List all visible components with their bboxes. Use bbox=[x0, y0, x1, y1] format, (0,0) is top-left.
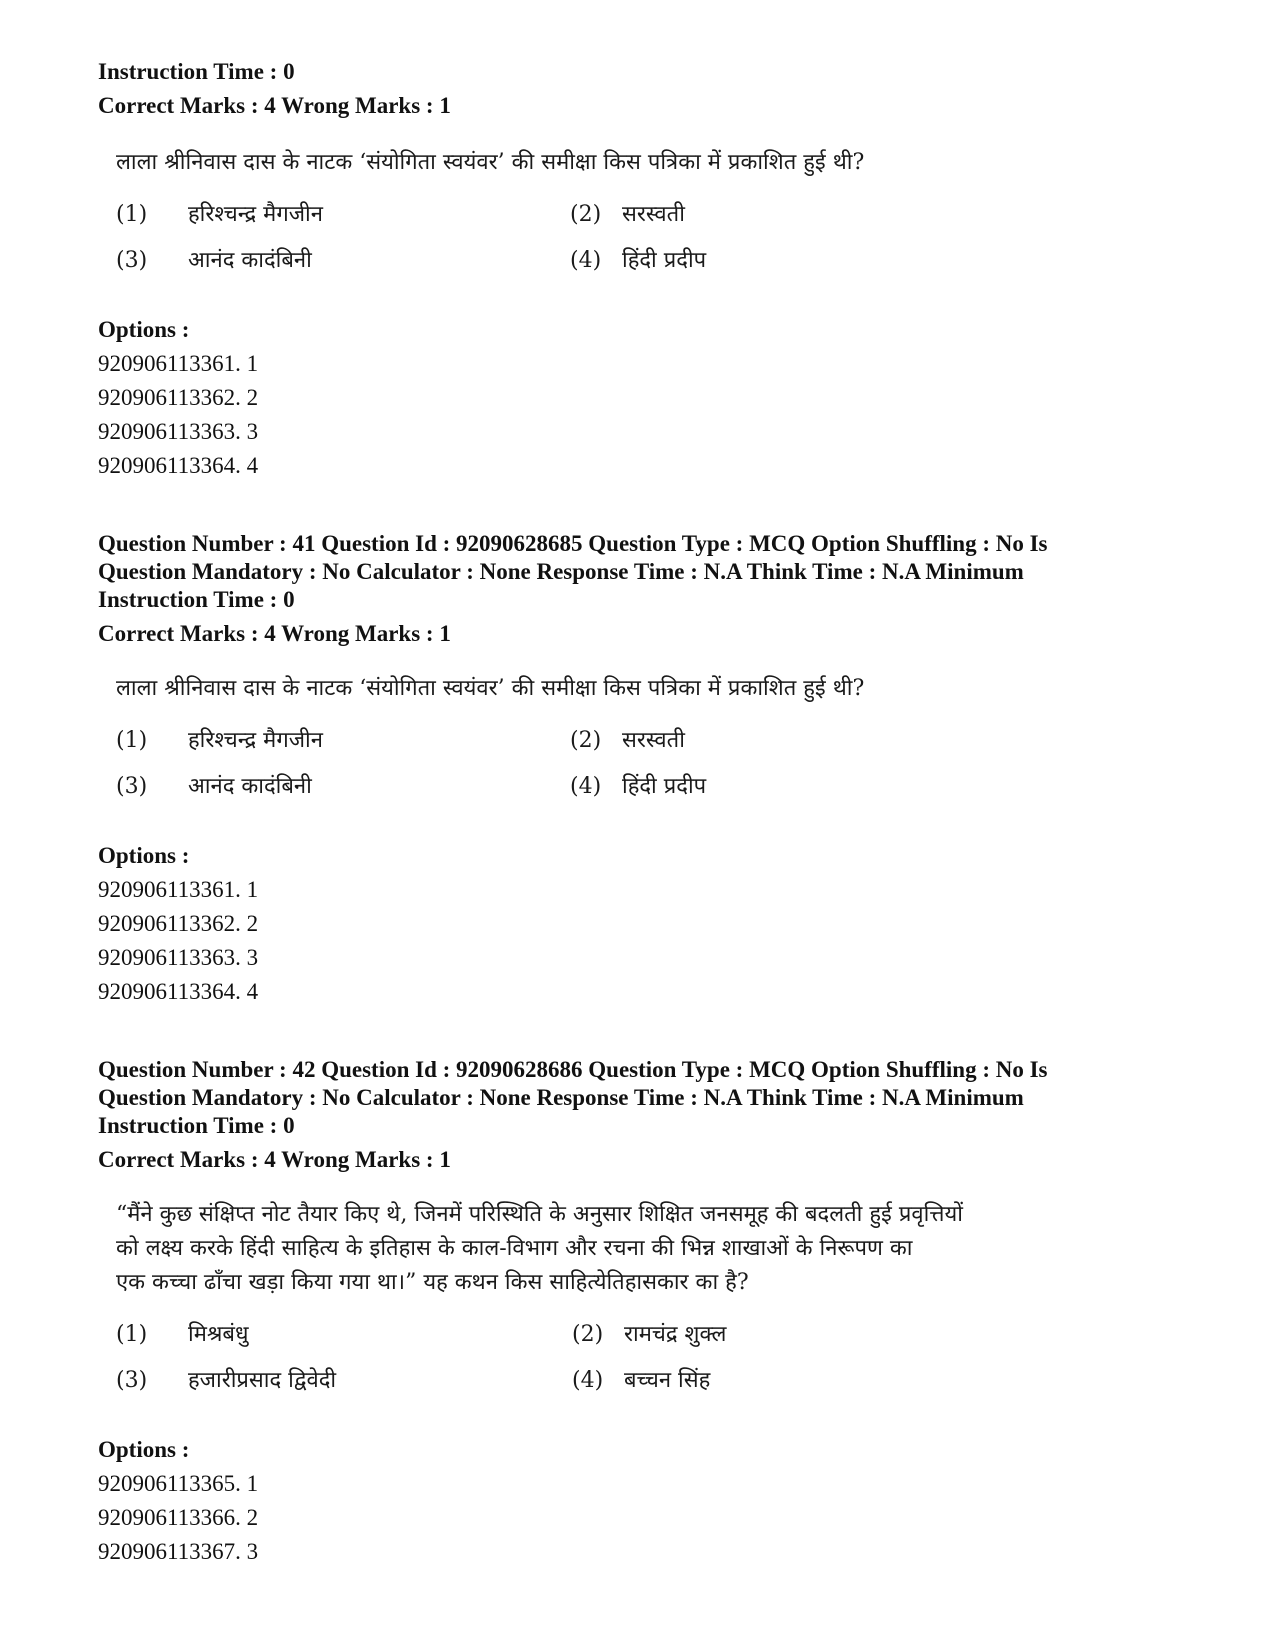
choice-text: आनंद कादंबिनी bbox=[188, 774, 312, 799]
question-text-line: “मैंने कुछ संक्षिप्त नोट तैयार किए थे, जिनमें परिस्थिति के अनुसार शिक्षित जनसमूह की बदलती हुई प्रवृत्तियों bbox=[116, 1202, 963, 1227]
question-text-line: एक कच्चा ढाँचा खड़ा किया गया था।” यह कथन किस साहित्येतिहासकार का है? bbox=[116, 1270, 749, 1295]
options-label: Options : bbox=[98, 317, 190, 342]
choice-text: आनंद कादंबिनी bbox=[188, 248, 312, 273]
question-text: लाला श्रीनिवास दास के नाटक ‘संयोगिता स्वयंवर’ की समीक्षा किस पत्रिका में प्रकाशित हुई थी? bbox=[116, 150, 865, 175]
option-row: 920906113365. 1 bbox=[98, 1471, 259, 1496]
option-row: 920906113362. 2 bbox=[98, 385, 259, 410]
choice-text: हजारीप्रसाद द्विवेदी bbox=[188, 1368, 337, 1393]
choice-text: हरिश्चन्द्र मैगजीन bbox=[188, 728, 323, 753]
choice-number: (3) bbox=[116, 248, 148, 273]
choice-number: (3) bbox=[116, 774, 148, 799]
option-row: 920906113367. 3 bbox=[98, 1539, 259, 1564]
choice-number: (1) bbox=[116, 728, 148, 753]
choice-4 bbox=[570, 772, 706, 802]
choice-3 bbox=[116, 772, 312, 802]
option-row: 920906113363. 3 bbox=[98, 419, 259, 444]
marks-line: Correct Marks : 4 Wrong Marks : 1 bbox=[98, 621, 451, 646]
choice-4 bbox=[570, 246, 706, 276]
instruction-time: Instruction Time : 0 bbox=[98, 59, 295, 84]
option-row: 920906113361. 1 bbox=[98, 877, 259, 902]
choice-number: (4) bbox=[570, 248, 602, 273]
choice-1 bbox=[116, 1320, 249, 1350]
choice-text: हरिश्चन्द्र मैगजीन bbox=[188, 202, 323, 227]
choice-2 bbox=[570, 200, 685, 230]
choice-text: हिंदी प्रदीप bbox=[622, 248, 707, 273]
question-meta-line: Question Mandatory : No Calculator : None Response Time : N.A Think Time : N.A Minimum bbox=[98, 559, 1024, 584]
options-label: Options : bbox=[98, 1437, 190, 1462]
choice-2 bbox=[570, 726, 685, 756]
options-label: Options : bbox=[98, 843, 190, 868]
marks-line: Correct Marks : 4 Wrong Marks : 1 bbox=[98, 1147, 451, 1172]
choice-text: बच्चन सिंह bbox=[624, 1368, 711, 1393]
choice-number: (1) bbox=[116, 1322, 148, 1347]
choice-number: (2) bbox=[570, 728, 602, 753]
question-meta-line: Instruction Time : 0 bbox=[98, 587, 295, 612]
question-meta-line: Question Mandatory : No Calculator : None Response Time : N.A Think Time : N.A Minimum bbox=[98, 1085, 1024, 1110]
choice-number: (1) bbox=[116, 202, 148, 227]
question-text-line: को लक्ष्य करके हिंदी साहित्य के इतिहास के काल-विभाग और रचना की भिन्न शाखाओं के निरूपण का bbox=[116, 1236, 913, 1261]
choice-text: मिश्रबंधु bbox=[188, 1322, 249, 1347]
choice-4 bbox=[572, 1366, 710, 1396]
choice-2 bbox=[572, 1320, 726, 1350]
option-row: 920906113366. 2 bbox=[98, 1505, 259, 1530]
option-row: 920906113362. 2 bbox=[98, 911, 259, 936]
choice-3 bbox=[116, 1366, 336, 1396]
question-text: लाला श्रीनिवास दास के नाटक ‘संयोगिता स्वयंवर’ की समीक्षा किस पत्रिका में प्रकाशित हुई थी? bbox=[116, 676, 865, 701]
choice-text: सरस्वती bbox=[622, 728, 685, 753]
question-meta-line: Question Number : 42 Question Id : 92090628686 Question Type : MCQ Option Shuffling : No Is bbox=[98, 1057, 1048, 1082]
choice-number: (4) bbox=[572, 1368, 604, 1393]
choice-1 bbox=[116, 726, 323, 756]
choice-number: (2) bbox=[572, 1322, 604, 1347]
option-row: 920906113364. 4 bbox=[98, 453, 259, 478]
choice-number: (3) bbox=[116, 1368, 148, 1393]
question-meta-line: Question Number : 41 Question Id : 92090628685 Question Type : MCQ Option Shuffling : No Is bbox=[98, 531, 1048, 556]
choice-number: (2) bbox=[570, 202, 602, 227]
choice-3 bbox=[116, 246, 312, 276]
choice-text: रामचंद्र शुक्ल bbox=[624, 1322, 727, 1347]
choice-1 bbox=[116, 200, 323, 230]
choice-number: (4) bbox=[570, 774, 602, 799]
marks-line: Correct Marks : 4 Wrong Marks : 1 bbox=[98, 93, 451, 118]
option-row: 920906113364. 4 bbox=[98, 979, 259, 1004]
question-meta-line: Instruction Time : 0 bbox=[98, 1113, 295, 1138]
option-row: 920906113361. 1 bbox=[98, 351, 259, 376]
choice-text: हिंदी प्रदीप bbox=[622, 774, 707, 799]
option-row: 920906113363. 3 bbox=[98, 945, 259, 970]
choice-text: सरस्वती bbox=[622, 202, 685, 227]
